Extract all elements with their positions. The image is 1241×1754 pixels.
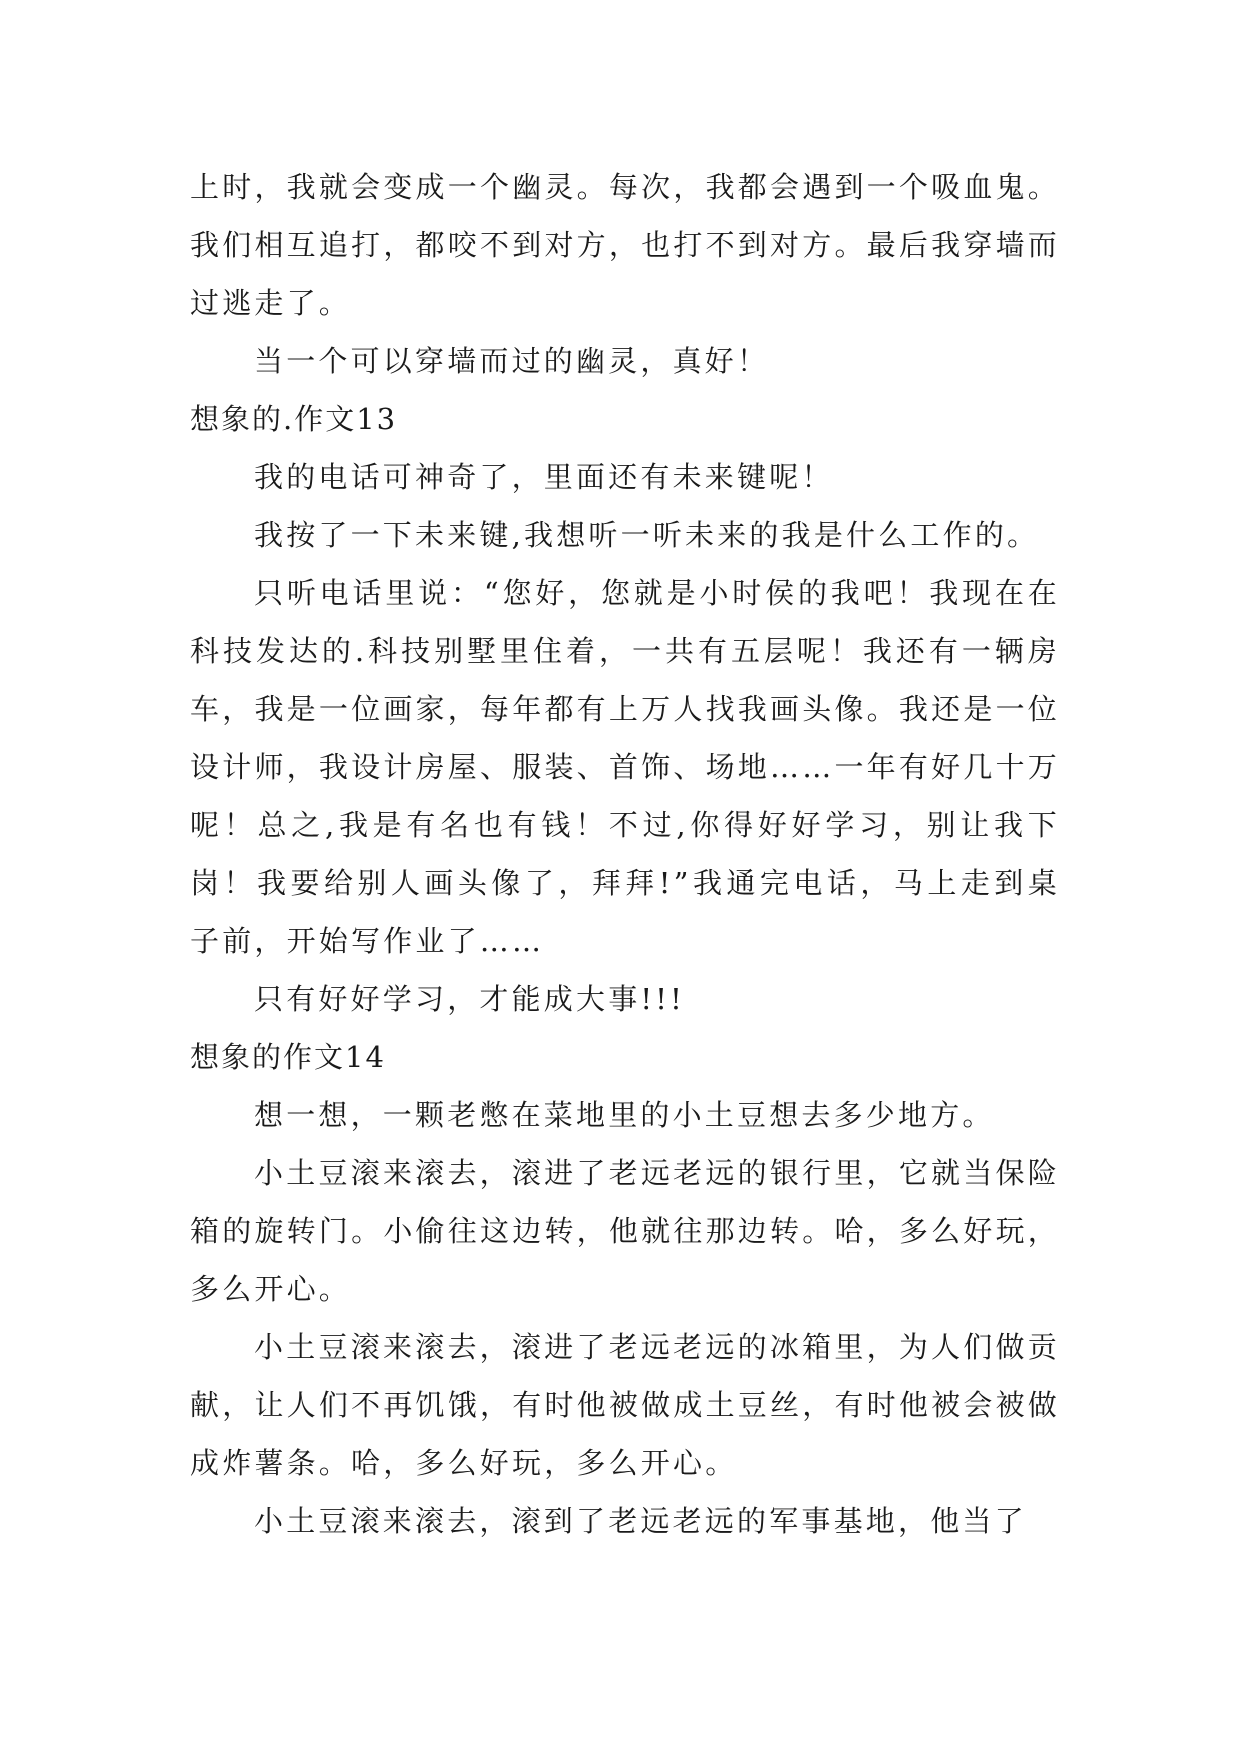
document-body <box>190 158 1060 1550</box>
paragraph: 小土豆滚来滚去，滚进了老远老远的冰箱里，为人们做贡献，让人们不再饥饿，有时他被做成土豆丝，有时他被会被做成炸薯条。哈，多么好玩，多么开心。 <box>190 1330 1060 1480</box>
paragraph: 小土豆滚来滚去，滚进了老远老远的银行里，它就当保险箱的旋转门。小偷往这边转，他就往那边转。哈，多么好玩，多么开心。 <box>190 1156 1060 1306</box>
section-heading: 想象的.作文13 <box>190 402 398 436</box>
paragraph: 只听电话里说：“您好，您就是小时侯的我吧！我现在在科技发达的.科技别墅里住着，一共有五层呢！我还有一辆房车，我是一位画家，每年都有上万人找我画头像。我还是一位设计师，我设计房屋、服装、首饰、场地……一年有好几十万呢！总之,我是有名也有钱！不过,你得好好学习，别让我下岗！我要给别人画头像了，拜拜!”我通完电话，马上走到桌子前，开始写作业了…… <box>190 576 1060 958</box>
paragraph-continuation: 上时，我就会变成一个幽灵。每次，我都会遇到一个吸血鬼。我们相互追打，都咬不到对方，也打不到对方。最后我穿墙而过逃走了。 <box>190 170 1060 320</box>
paragraph: 我的电话可神奇了，里面还有未来键呢！ <box>254 460 834 494</box>
paragraph-truncated: 小土豆滚来滚去，滚到了老远老远的军事基地，他当了 <box>254 1504 1027 1538</box>
paragraph: 我按了一下未来键,我想听一听未来的我是什么工作的。 <box>254 518 1040 552</box>
paragraph: 只有好好学习，才能成大事!!! <box>254 982 685 1016</box>
paragraph: 想一想，一颗老憋在菜地里的小土豆想去多少地方。 <box>254 1098 995 1132</box>
paragraph: 当一个可以穿墙而过的幽灵，真好！ <box>254 344 770 378</box>
section-heading: 想象的作文14 <box>190 1040 386 1074</box>
